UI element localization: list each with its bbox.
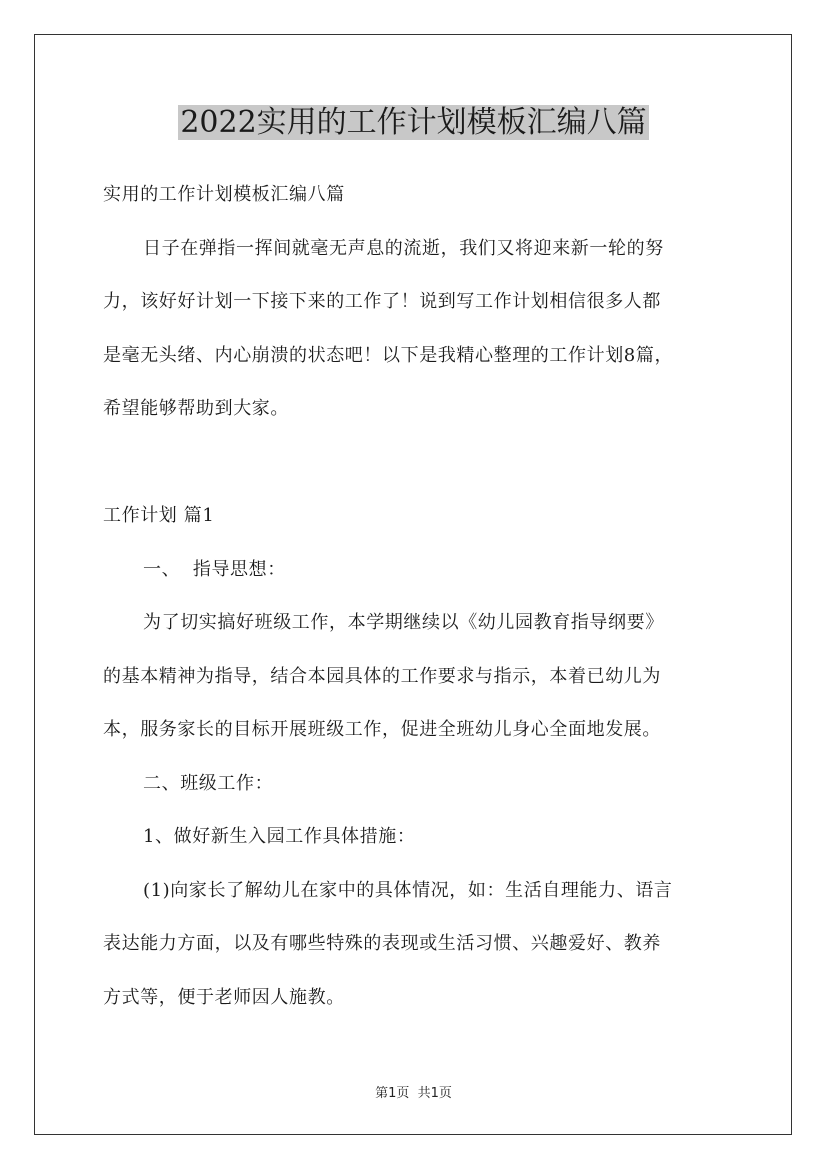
measure-line: 方式等，便于老师因人施教。 bbox=[103, 986, 345, 1008]
measure-line: 表达能力方面，以及有哪些特殊的表现或生活习惯、兴趣爱好、教养 bbox=[103, 933, 661, 954]
page-number: 第1页 共1页 bbox=[375, 1086, 452, 1101]
document-title-text: 2022实用的工作计划模板汇编八篇 bbox=[180, 105, 647, 140]
guiding-line: 本，服务家长的目标开展班级工作，促进全班幼儿身心全面地发展。 bbox=[103, 719, 661, 740]
guiding-line: 的基本精神为指导，结合本园具体的工作要求与指示，本着已幼儿为 bbox=[103, 665, 661, 687]
section-heading: 工作计划 篇1 bbox=[103, 505, 215, 526]
intro-line: 希望能够帮助到大家。 bbox=[103, 398, 289, 419]
document-title bbox=[0, 98, 827, 148]
measure-line: (1)向家长了解幼儿在家中的具体情况，如：生活自理能力、语言 bbox=[143, 879, 673, 901]
measure-heading: 1、做好新生入园工作具体措施： bbox=[143, 826, 416, 847]
intro-line: 力，该好好计划一下接下来的工作了！说到写工作计划相信很多人都 bbox=[103, 291, 661, 312]
guiding-line: 为了切实搞好班级工作，本学期继续以《幼儿园教育指导纲要》 bbox=[143, 612, 664, 633]
document-body bbox=[103, 168, 731, 1024]
guiding-heading: 一、 指导思想： bbox=[143, 558, 286, 580]
blank-line bbox=[103, 436, 731, 490]
document-subtitle: 实用的工作计划模板汇编八篇 bbox=[103, 184, 345, 205]
intro-line: 日子在弹指一挥间就毫无声息的流逝，我们又将迎来新一轮的努 bbox=[143, 237, 664, 259]
intro-line: 是毫无头绪、内心崩溃的状态吧！以下是我精心整理的工作计划8篇， bbox=[103, 344, 674, 366]
page-footer bbox=[0, 1084, 827, 1104]
class-heading: 二、班级工作： bbox=[143, 772, 274, 794]
